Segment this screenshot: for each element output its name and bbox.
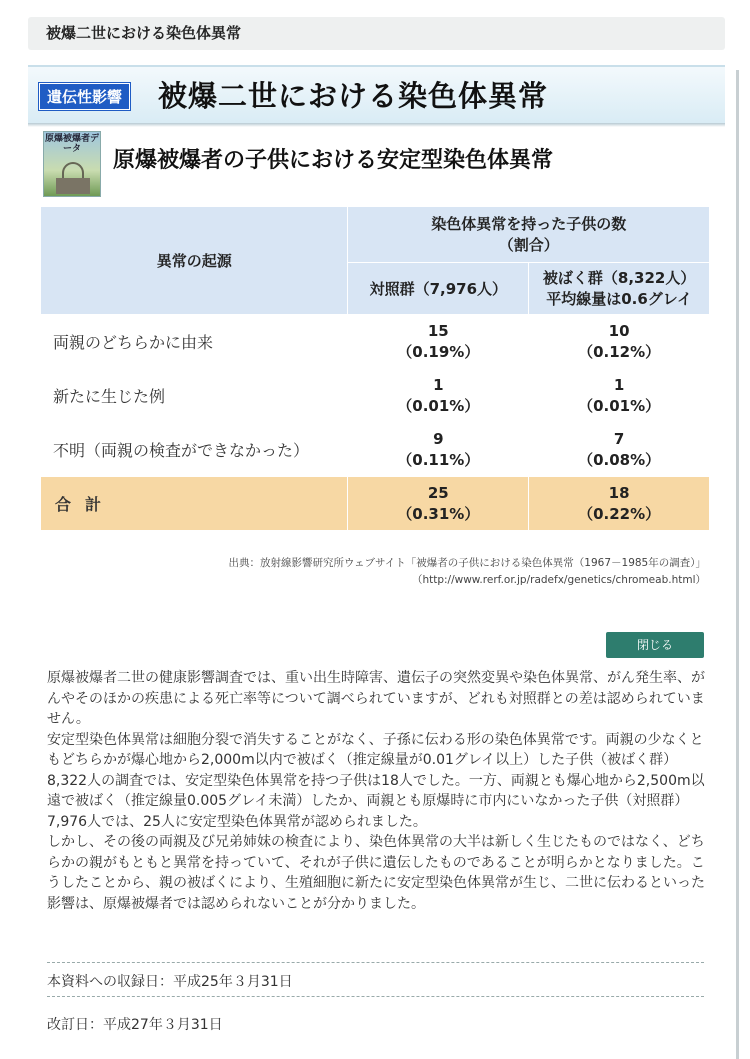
count: 7 bbox=[613, 429, 625, 448]
row-label: 不明（両親の検査ができなかった） bbox=[41, 423, 348, 477]
section-title: 原爆被爆者の子供における安定型染色体異常 bbox=[113, 148, 554, 173]
table-row bbox=[41, 369, 710, 423]
control-header: 対照群（7,976人） bbox=[348, 263, 529, 315]
percent: （0.01%） bbox=[397, 396, 480, 415]
divider bbox=[47, 962, 704, 963]
row-label: 両親のどちらかに由来 bbox=[41, 315, 348, 369]
building-shape bbox=[56, 178, 90, 194]
table-row bbox=[41, 423, 710, 477]
control-value bbox=[348, 369, 529, 423]
percent: （0.12%） bbox=[578, 342, 661, 361]
scrollbar[interactable] bbox=[736, 70, 739, 1059]
group-header-line1: 染色体異常を持った子供の数 bbox=[431, 214, 627, 233]
percent: （0.22%） bbox=[578, 504, 661, 523]
atomic-dome-icon bbox=[43, 131, 101, 197]
exposed-total bbox=[529, 477, 710, 531]
percent: （0.08%） bbox=[578, 450, 661, 469]
table-row bbox=[41, 315, 710, 369]
total-row bbox=[41, 477, 710, 531]
breadcrumb: 被爆二世における染色体異常 bbox=[28, 17, 725, 50]
count: 10 bbox=[608, 321, 630, 340]
count: 18 bbox=[608, 483, 630, 502]
chromosome-table bbox=[40, 206, 710, 531]
count: 1 bbox=[433, 375, 444, 394]
percent: （0.19%） bbox=[397, 342, 480, 361]
exposed-value bbox=[529, 369, 710, 423]
exposed-header-line1: 被ばく群（8,322人） bbox=[542, 268, 696, 287]
paragraph: しかし、その後の両親及び兄弟姉妹の検査により、染色体異常の大半は新しく生じたものではなく、どちらかの親がもともと異常を持っていて、それが子供に遺伝したものであることが明らかとなりました。こうしたことから、親の被ばくにより、生殖細胞に新たに安定型染色体異常が生じ、二世に伝わるといった影響は、原爆被爆者では認められないことが分かりました。 bbox=[47, 834, 705, 912]
source-url[interactable]: （http://www.rerf.or.jp/radefx/genetics/chromeab.html） bbox=[411, 574, 706, 586]
control-value bbox=[348, 315, 529, 369]
source-line: 出典：放射線影響研究所ウェブサイト「被爆者の子供における染色体異常（1967－1985年の調査）」 bbox=[228, 557, 706, 569]
title-banner bbox=[28, 65, 725, 123]
total-label: 合計 bbox=[41, 477, 348, 531]
category-tag: 遺伝性影響 bbox=[39, 83, 130, 110]
row-label: 新たに生じた例 bbox=[41, 369, 348, 423]
percent: （0.11%） bbox=[397, 450, 480, 469]
exposed-value bbox=[529, 315, 710, 369]
paragraph: 原爆被爆者二世の健康影響調査では、重い出生時障害、遺伝子の突然変異や染色体異常、がん発生率、がんやそのほかの疾患による死亡率等について調べられていますが、どれも対照群との差は認められていません。 bbox=[47, 670, 705, 727]
recorded-date: 本資料への収録日：平成25年３月31日 bbox=[47, 974, 293, 990]
article-body bbox=[47, 668, 709, 914]
control-total bbox=[348, 477, 529, 531]
exposed-header-line2: 平均線量は0.6グレイ bbox=[546, 289, 693, 308]
percent: （0.01%） bbox=[578, 396, 661, 415]
exposed-header bbox=[529, 263, 710, 315]
count: 1 bbox=[613, 375, 625, 394]
exposed-value bbox=[529, 423, 710, 477]
count: 15 bbox=[427, 321, 449, 340]
group-header-line2: （割合） bbox=[498, 235, 559, 254]
control-value bbox=[348, 423, 529, 477]
close-button[interactable]: 閉じる bbox=[606, 632, 704, 658]
revised-date: 改訂日：平成27年３月31日 bbox=[47, 1017, 223, 1033]
source-citation bbox=[228, 555, 706, 589]
count: 9 bbox=[433, 429, 444, 448]
divider bbox=[47, 996, 704, 997]
count: 25 bbox=[427, 483, 449, 502]
paragraph: 安定型染色体異常は細胞分裂で消失することがなく、子孫に伝わる形の染色体異常です。両親の少なくともどちらかが爆心地から2,000m以内で被ばく（推定線量が0.01グレイ以上）した子供（被ばく群）8,322人の調査では、安定型染色体異常を持つ子供は18人でした。一方、両親とも爆心地から2,500m以遠で被ばく（推定線量0.005グレイ未満）したか、両親とも原爆時に市内にいなかった子供（対照群）7,976人では、25人に安定型染色体異常が認められました。 bbox=[47, 731, 705, 830]
icon-label: 原爆被爆者データ bbox=[44, 134, 99, 154]
origin-header: 異常の起源 bbox=[41, 207, 348, 315]
banner-shadow bbox=[28, 123, 725, 127]
group-header bbox=[348, 207, 710, 263]
percent: （0.31%） bbox=[397, 504, 480, 523]
page-title: 被爆二世における染色体異常 bbox=[158, 79, 549, 113]
